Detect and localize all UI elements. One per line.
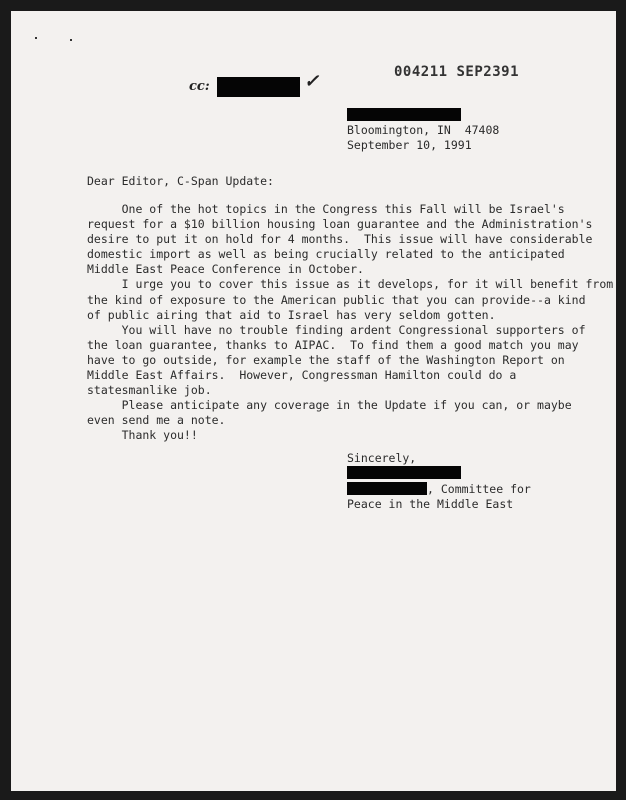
body-line: Middle East Peace Conference in October. [87, 262, 364, 277]
body-line: of public airing that aid to Israel has very seldom gotten. [87, 307, 496, 322]
body-line: statesmanlike job. [87, 383, 212, 398]
body-line: One of the hot topics in the Congress this Fall will be Israel's [87, 202, 565, 216]
salutation: Dear Editor, C-Span Update: [87, 174, 274, 188]
signature-org-line2: Peace in the Middle East [347, 497, 514, 511]
scan-speck [70, 39, 72, 41]
body-line: the loan guarantee, thanks to AIPAC. To find them a good match you may [87, 337, 579, 352]
received-stamp: 004211 SEP2391 [394, 64, 520, 80]
body-line: I urge you to cover this issue as it develops, for it will benefit from [87, 277, 614, 292]
body-line: domestic import as well as being crucially related to the anticipated [87, 247, 565, 262]
letter-page [11, 11, 616, 791]
redacted-signer-name [347, 482, 427, 495]
redacted-sender-name [347, 108, 461, 121]
body-line: desire to put it on hold for 4 months. This issue will have considerable [87, 232, 593, 247]
body-line: request for a $10 billion housing loan guarantee and the Administration's [87, 217, 593, 232]
body-line: Middle East Affairs. However, Congressman Hamilton could do a [87, 368, 517, 383]
signature-org-line1: , Committee for [427, 482, 531, 496]
check-mark: ✓ [304, 71, 320, 92]
body-line: Please anticipate any coverage in the Update if you can, or maybe [87, 398, 572, 413]
cc-label: cc: [189, 79, 210, 94]
body-line: even send me a note. [87, 413, 226, 428]
body-line: have to go outside, for example the staff of the Washington Report on [87, 352, 565, 367]
body-line: the kind of exposure to the American public that you can provide--a kind [87, 292, 586, 307]
letter-body [87, 202, 613, 444]
letter-date: September 10, 1991 [347, 138, 472, 152]
closing: Sincerely, [347, 451, 417, 465]
redacted-cc-name [217, 77, 300, 97]
sender-city: Bloomington, IN 47408 [347, 123, 500, 137]
body-line: You will have no trouble finding ardent Congressional supporters of [87, 322, 586, 337]
redacted-signature [347, 466, 461, 479]
body-line: Thank you!! [87, 428, 198, 443]
scan-speck [35, 37, 37, 39]
